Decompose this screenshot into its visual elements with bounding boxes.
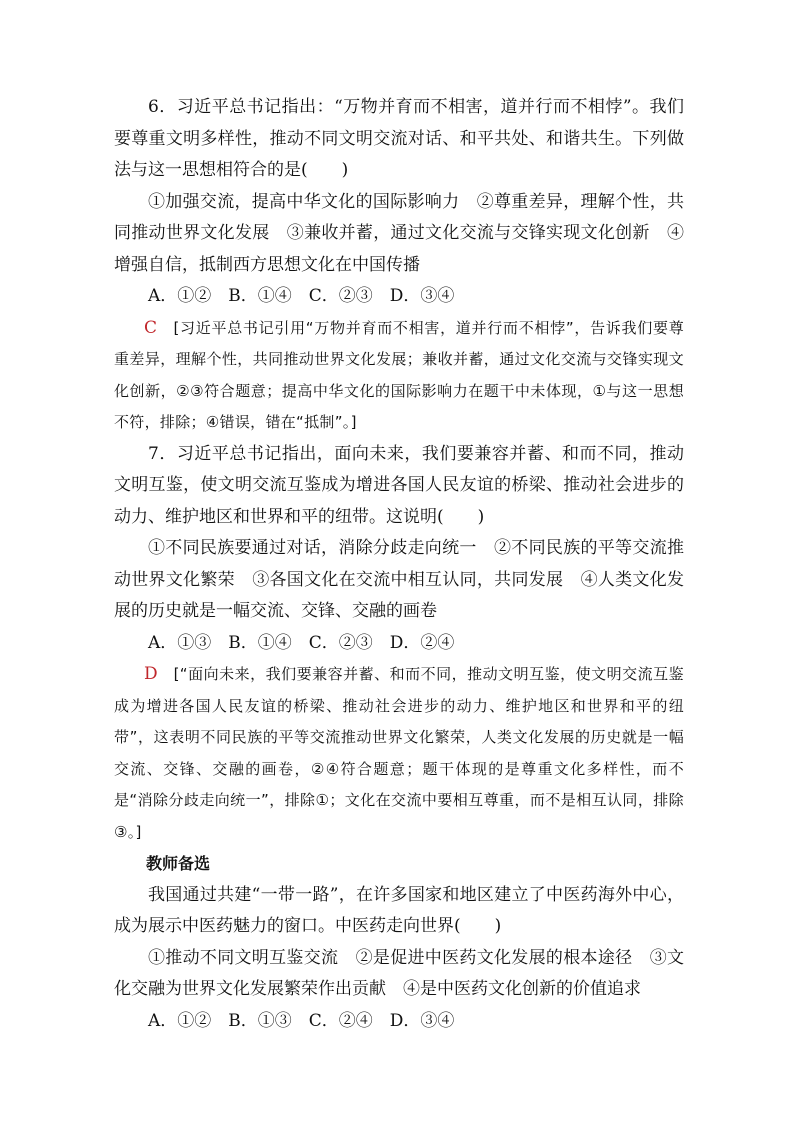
question-7-answer-letter: D — [144, 664, 158, 684]
question-7-stem: 7．习近平总书记指出，面向未来，我们要兼容并蓄、和而不同，推动文明互鉴，使文明交流互鉴成为增进各国人民友谊的桥梁、推动社会进步的动力、维护地区和世界和平的纽带。这说明( ) — [114, 443, 684, 527]
question-7-answer — [114, 659, 684, 848]
question-7-statements: ①不同民族要通过对话，消除分歧走向统一 ②不同民族的平等交流推动世界文化繁荣 ③各国文化在交流中相互认同，共同发展 ④人类文化发展的历史就是一幅交流、交锋、交融的画卷 — [114, 538, 684, 621]
teacher-backup-label: 教师备选 — [146, 854, 211, 873]
teacher-question-options: A．①② B．①③ C．②④ D．③④ — [148, 1010, 455, 1031]
question-7-options: A．①③ B．①④ C．②③ D．②④ — [148, 632, 455, 653]
question-7-explanation: [“面向未来，我们要兼容并蓄、和而不同，推动文明互鉴，使文明交流互鉴成为增进各国人民友谊的桥梁、推动社会进步的动力、维护地区和世界和平的纽带”，这表明不同民族的平等交流推动世界文化繁荣，人类文化发展的历史就是一幅交流、交锋、交融的画卷，②④符合题意；题干体现的是尊重文化多样性，而不是“消除分歧走向统一”，排除①；文化在交流中要相互尊重，而不是相互认同，排除③。] — [114, 665, 684, 841]
question-6-stem: 6．习近平总书记指出：“万物并育而不相害，道并行而不相悖”。我们要尊重文明多样性，推动不同文明交流对话、和平共处、和谐共生。下列做法与这一思想相符合的是( ) — [114, 97, 684, 180]
question-6-answer — [114, 313, 684, 439]
question-6-answer-letter: C — [144, 317, 158, 338]
document-page — [114, 92, 684, 1037]
question-6-options: A．①② B．①④ C．②③ D．③④ — [148, 286, 455, 306]
question-6-statements: ①加强交流，提高中华文化的国际影响力 ②尊重差异，理解个性，共同推动世界文化发展 ③兼收并蓄，通过文化交流与交锋实现文化创新 ④增强自信，抵制西方思想文化在中国传播 — [114, 191, 684, 275]
teacher-question-statements: ①推动不同文明互鉴交流 ②是促进中医药文化发展的根本途径 ③文化交融为世界文化发展繁荣作出贡献 ④是中医药文化创新的价值追求 — [114, 947, 684, 999]
teacher-question-stem: 我国通过共建“一带一路”，在许多国家和地区建立了中医药海外中心，成为展示中医药魅力的窗口。中医药走向世界( ) — [114, 884, 684, 936]
question-6-explanation: [习近平总书记引用“万物并育而不相害，道并行而不相悖”，告诉我们要尊重差异，理解个性，共同推动世界文化发展；兼收并蓄，通过文化交流与交锋实现文化创新，②③符合题意；提高中华文化的国际影响力在题干中未体现，①与这一思想不符，排除；④错误，错在“抵制”。] — [114, 318, 684, 431]
